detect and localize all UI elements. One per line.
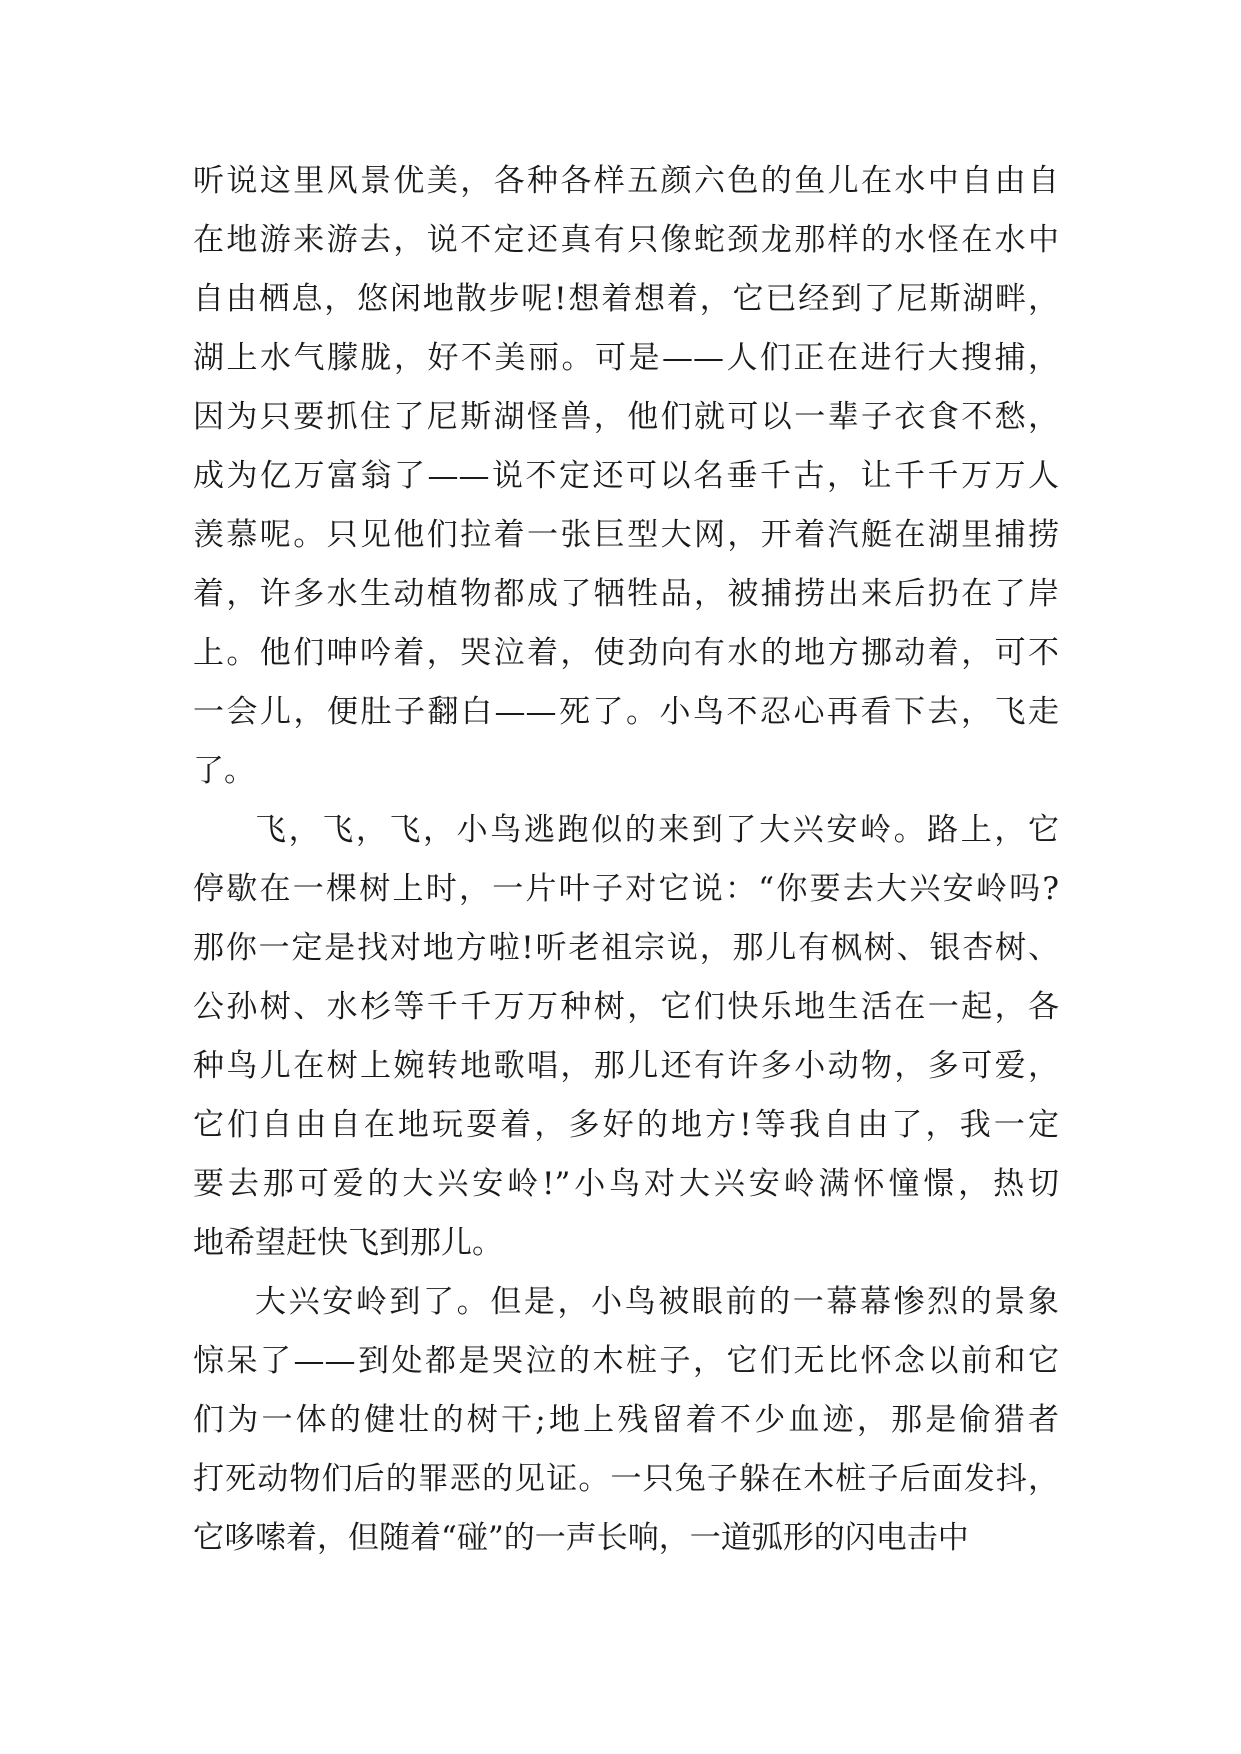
text-line: 大兴安岭到了。但是，小鸟被眼前的一幕幕惨烈的景象 — [255, 1284, 1059, 1320]
text-line: 了。 — [193, 753, 255, 789]
document-page — [193, 152, 1059, 1568]
text-line: 要去那可爱的大兴安岭!”小鸟对大兴安岭满怀憧憬，热切 — [193, 1166, 1059, 1202]
text-line: 打死动物们后的罪恶的见证。一只兔子躲在木桩子后面发抖， — [193, 1461, 1059, 1497]
text-line: 它哆嗦着，但随着“碰”的一声长响，一道弧形的闪电击中 — [193, 1520, 969, 1556]
paragraph-loch-ness — [193, 152, 1059, 801]
text-line: 那你一定是找对地方啦!听老祖宗说，那儿有枫树、银杏树、 — [193, 930, 1059, 966]
text-line: 地希望赶快飞到那儿。 — [193, 1225, 503, 1261]
text-line: 着，许多水生动植物都成了牺牲品，被捕捞出来后扔在了岸 — [193, 576, 1059, 612]
text-line: 它们自由自在地玩耍着，多好的地方!等我自由了，我一定 — [193, 1107, 1059, 1143]
text-line: 上。他们呻吟着，哭泣着，使劲向有水的地方挪动着，可不 — [193, 635, 1059, 671]
text-line: 湖上水气朦胧，好不美丽。可是——人们正在进行大搜捕， — [193, 340, 1059, 376]
text-line: 公孙树、水杉等千千万万种树，它们快乐地生活在一起，各 — [193, 989, 1059, 1025]
text-line: 成为亿万富翁了——说不定还可以名垂千古，让千千万万人 — [193, 458, 1059, 494]
text-line: 停歇在一棵树上时，一片叶子对它说：“你要去大兴安岭吗? — [193, 871, 1059, 907]
text-line: 们为一体的健壮的树干;地上残留着不少血迹，那是偷猎者 — [193, 1402, 1059, 1438]
paragraph-leaf-speech — [193, 801, 1059, 1273]
text-line: 种鸟儿在树上婉转地歌唱，那儿还有许多小动物，多可爱， — [193, 1048, 1059, 1084]
text-line: 在地游来游去，说不定还真有只像蛇颈龙那样的水怪在水中 — [193, 222, 1059, 258]
text-line: 一会儿，便肚子翻白——死了。小鸟不忍心再看下去，飞走 — [193, 694, 1059, 730]
text-line: 惊呆了——到处都是哭泣的木桩子，它们无比怀念以前和它 — [193, 1343, 1059, 1379]
text-line: 听说这里风景优美，各种各样五颜六色的鱼儿在水中自由自 — [193, 163, 1059, 199]
text-line: 飞，飞，飞，小鸟逃跑似的来到了大兴安岭。路上，它 — [255, 812, 1059, 848]
text-line: 因为只要抓住了尼斯湖怪兽，他们就可以一辈子衣食不愁， — [193, 399, 1059, 435]
text-line: 羡慕呢。只见他们拉着一张巨型大网，开着汽艇在湖里捕捞 — [193, 517, 1059, 553]
text-line: 自由栖息，悠闲地散步呢!想着想着，它已经到了尼斯湖畔， — [193, 281, 1059, 317]
paragraph-forest-arrival — [193, 1273, 1059, 1568]
